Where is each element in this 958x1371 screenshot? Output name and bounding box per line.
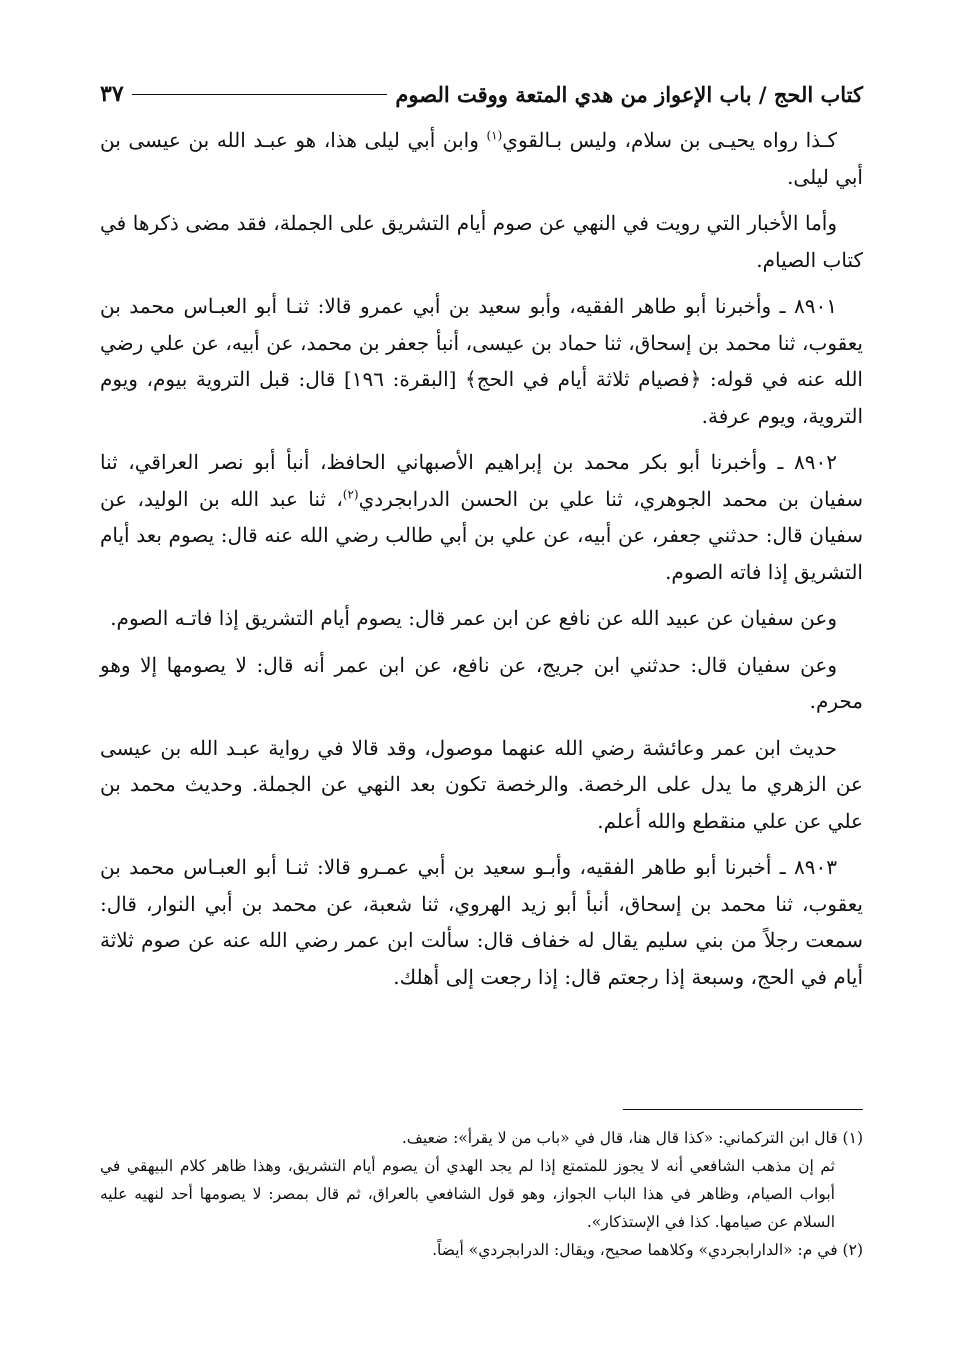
paragraph: وعن سفيان عن عبيد الله عن نافع عن ابن عمر قال: يصوم أيام التشريق إذا فاتـه الصوم. — [110, 606, 837, 630]
footnotes — [100, 1124, 863, 1264]
hadith-8902: ٨٩٠٢ ـ وأخبرنا أبو بكر محمد بن إبراهيم الأصبهاني الحافظ، أنبأ أبو نصر العراقي، ثنا سفيان بن محمد الجوهري، ثنا علي بن الحسن الدرابجردي$^{(٢)}$، ثنا عبد الله بن الوليد، عن سفيان قال: حدثني جعفر، عن أبيه، عن علي بن أبي طالب رضي الله عنه قال: يصوم بعد أيام التشريق إذا فاته الصوم. — [100, 450, 863, 584]
paragraph: حديث ابن عمر وعائشة رضي الله عنهما موصول، وقد قالا في رواية عبـد الله بن عيسى عن الزهري ما يدل على الرخصة. والرخصة تكون بعد النهي عن الجملة. وحديث محمد بن علي عن علي منقطع والله أعلم. — [100, 735, 863, 833]
main-text — [100, 122, 863, 1005]
footnote-ref: (٢) — [342, 486, 359, 501]
footnote-2: (٢) في م: «الدارابجردي» وكلاهما صحيح، ويقال: الدرابجردي» أيضاً. — [432, 1241, 863, 1259]
header-rule — [132, 94, 388, 95]
paragraph: وأما الأخبار التي رويت في النهي عن صوم أيام التشريق على الجملة، فقد مضى ذكرها في كتاب الصيام. — [100, 211, 863, 272]
paragraph: كـذا رواه يحيـى بن سلام، وليس بـالقوي$^{(١)}$ وابن أبي ليلى هذا، هو عبـد الله بن عيسى بن أبي ليلى. — [100, 128, 863, 189]
page-number: ٣٧ — [100, 81, 124, 107]
footnote-ref: (١) — [486, 128, 503, 143]
footnote-separator — [623, 1109, 863, 1110]
hadith-8901: ٨٩٠١ ـ وأخبرنا أبو طاهر الفقيه، وأبو سعيد بن أبي عمرو قالا: ثنـا أبو العبـاس محمد بن يعقوب، ثنا محمد بن إسحاق، ثنا حماد بن عيسى، أنبأ جعفر بن محمد، عن أبيه، عن علي رضي الله عنه في قوله: ﴿فصيام ثلاثة أيام في الحج﴾ [البقرة: ١٩٦] قال: قبل التروية بيوم، ويوم التروية، ويوم عرفة. — [100, 294, 863, 428]
footnote-1-continuation: ثم إن مذهب الشافعي أنه لا يجوز للمتمتع إذا لم يجد الهدي أن يصوم أيام التشريق، وهذا ظاهر كلام البيهقي في أبواب الصيام، وظاهر في هذا الباب الجواز، وهو قول الشافعي بالعراق، ثم قال بمصر: لا يصومها أحد لنهيه عليه السلام عن صيامها. كذا في الإستذكار». — [100, 1157, 835, 1231]
running-header — [100, 74, 863, 114]
paragraph: وعن سفيان قال: حدثني ابن جريج، عن نافع، عن ابن عمر أنه قال: لا يصومها إلا وهو محرم. — [100, 652, 863, 713]
hadith-8903: ٨٩٠٣ ـ أخبرنا أبو طاهر الفقيه، وأبـو سعيد بن أبي عمـرو قالا: ثنـا أبو العبـاس محمد بن يعقوب، ثنا محمد بن إسحاق، أنبأ أبو زيد الهروي، ثنا شعبة، عن محمد بن أبي النوار، قال: سمعت رجلاً من بني سليم يقال له خفاف قال: سألت ابن عمر رضي الله عنه عن صوم ثلاثة أيام في الحج، وسبعة إذا رجعتم قال: إذا رجعت إلى أهلك. — [100, 855, 863, 989]
footnote-1: (١) قال ابن التركماني: «كذا قال هنا، قال في «باب من لا يقرأ»: ضعيف. — [401, 1129, 863, 1147]
header-title: كتاب الحج / باب الإعواز من هدي المتعة ووقت الصوم — [395, 81, 863, 107]
